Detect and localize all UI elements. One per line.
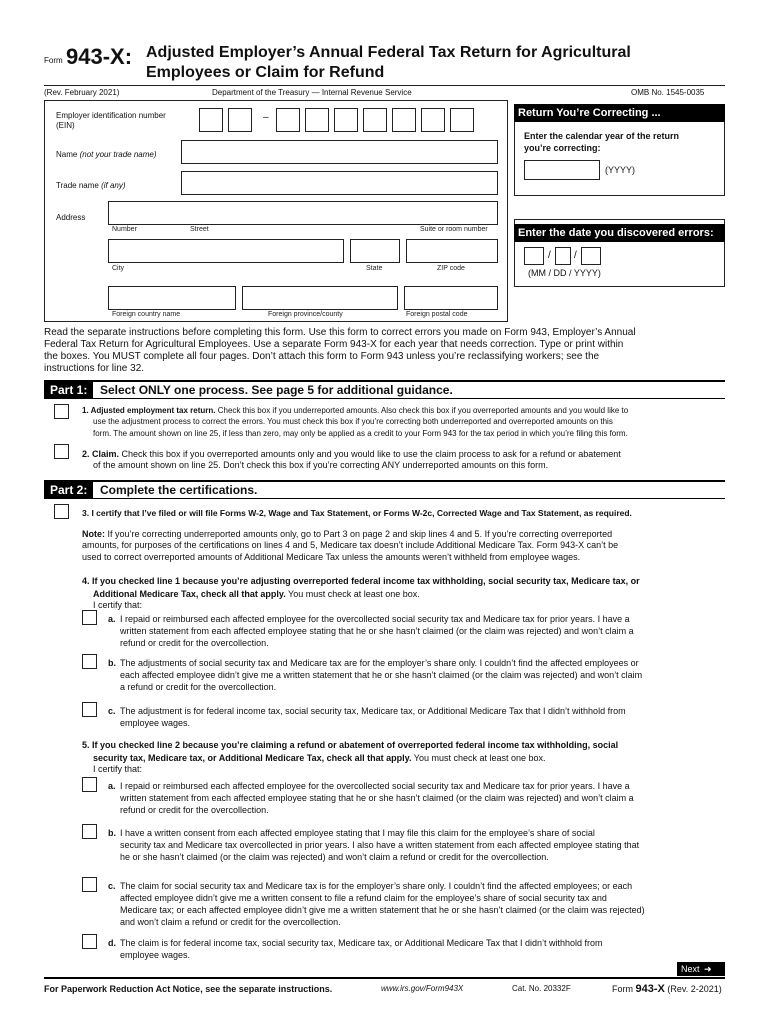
note-line3: used to correct overreported amounts of Additional Medicare Tax unless the amounts weren’t withheld from employee wages. [82,552,581,562]
line5a-checkbox[interactable] [82,777,97,792]
line4a-checkbox[interactable] [82,610,97,625]
return-correcting-header: Return You’re Correcting ... [514,104,725,122]
part1-title: Select ONLY one process. See page 5 for additional guidance. [100,383,453,397]
line5d-checkbox[interactable] [82,934,97,949]
suite-caption: Suite or room number [420,226,488,233]
line4a-text-3: refund or credit for the overcollection. [120,638,269,648]
header-divider [44,85,725,86]
line5a-letter: a. [108,781,116,791]
ein-dash: – [263,112,269,123]
line5b-text-2: security tax and Medicare tax overcollected in prior years. I also have a written statement from each affected employee stating that [120,840,640,850]
line2-text-2: of the amount shown on line 25. Don’t check this box if you’re correcting ANY underreported amounts on this form. [93,460,549,470]
line4a-text-2: written statement from each affected employee stating that he or she hasn’t claimed (or the claim was rejected) and won’t claim a [120,626,634,636]
line4c-text-1: The adjustment is for federal income tax, social security tax, Medicare tax, or Additional Medicare Tax that I didn’t withhold from [120,706,626,716]
line5b-text-3: he or she hasn’t claimed (or the claim was rejected) and won’t claim a refund or credit for the overcollection. [120,852,549,862]
discovered-day-input[interactable] [555,247,571,265]
note-line1: Note: If you’re correcting underreported amounts only, go to Part 3 on page 2 and skip lines 4 and 5. If you’re correcting overreported [82,529,613,539]
part1-header [44,380,725,399]
state-caption: State [366,265,383,272]
line4c-checkbox[interactable] [82,702,97,717]
year-input[interactable] [524,160,600,180]
intro-line4: instructions for line 32. [44,363,145,374]
line4-heading-2: Additional Medicare Tax, check all that apply. You must check at least one box. [93,589,420,599]
revision-date: (Rev. February 2021) [44,88,120,97]
foreign-postal-input[interactable] [404,286,498,310]
part2-header [44,480,725,499]
line3-text: 3. I certify that I’ve filed or will file Forms W-2, Wage and Tax Statement, or Forms W-2c, Corrected Wage and Tax Statement, as required. [82,508,632,518]
line5-heading-2: security tax, Medicare tax, or Additional Medicare Tax, check all that apply. You must check at least one box. [93,753,546,763]
discovered-month-input[interactable] [524,247,544,265]
ein-digit-4[interactable] [305,108,329,132]
line4b-letter: b. [108,658,116,668]
line4b-text-3: a refund or credit for the overcollection. [120,682,277,692]
ein-digit-5[interactable] [334,108,358,132]
foreign-province-input[interactable] [242,286,398,310]
line5c-letter: c. [108,881,116,891]
catalog-number: Cat. No. 20332F [512,984,571,993]
city-input[interactable] [108,239,344,263]
line4a-letter: a. [108,614,116,624]
name-input[interactable] [181,140,498,164]
ein-label-abbr: (EIN) [56,121,75,130]
line5d-text-2: employee wages. [120,950,191,960]
year-prompt-line2: you’re correcting: [524,143,601,153]
line4a-text-1: I repaid or reimbursed each affected employee for the overcollected social security tax and Medicare tax for prior years. I have a [120,614,630,624]
intro-line2: Federal Tax Return for Agricultural Employees. Use a separate Form 943-X for each year that needs correction. Type or print within [44,339,624,350]
line5-certify: I certify that: [93,764,143,774]
line4b-text-2: each affected employee didn’t give me a written statement that he or she hasn’t claimed (or the claim was rejected) and won’t claim [120,670,643,680]
zip-input[interactable] [406,239,498,263]
ein-digit-7[interactable] [392,108,416,132]
foreign-postal-caption: Foreign postal code [406,311,468,318]
line5c-text-4: and won’t claim a refund or credit for the overcollection. [120,917,341,927]
part2-title: Complete the certifications. [100,483,258,497]
line5d-letter: d. [108,938,116,948]
date-slash-2: / [574,250,577,261]
line5b-checkbox[interactable] [82,824,97,839]
state-input[interactable] [350,239,400,263]
name-label: Name (not your trade name) [56,150,157,159]
discovered-year-input[interactable] [581,247,601,265]
line3-checkbox[interactable] [54,504,69,519]
zip-caption: ZIP code [437,265,465,272]
intro-line3: the boxes. You MUST complete all four pages. Don’t attach this form to Form 943 unless you’re reclassifying workers; see the [44,351,600,362]
trade-name-input[interactable] [181,171,498,195]
line5a-text-3: refund or credit for the overcollection. [120,805,269,815]
line4-certify: I certify that: [93,600,143,610]
form-title-line2: Employees or Claim for Refund [146,64,385,81]
irs-url: www.irs.gov/Form943X [381,984,464,993]
part1-label: Part 1: [44,382,93,398]
omb-number: OMB No. 1545-0035 [631,88,705,97]
next-page-button[interactable] [677,962,725,976]
line4c-text-2: employee wages. [120,718,191,728]
footer-divider [44,977,725,979]
ein-digit-2[interactable] [228,108,252,132]
line5c-text-1: The claim for social security tax and Medicare tax is for the employer’s share only. I couldn’t find the affected employees; or each [120,881,633,891]
number-caption: Number [112,226,137,233]
discovered-date-header: Enter the date you discovered errors: [514,224,725,242]
line1-text: 1. Adjusted employment tax return. Check this box if you underreported amounts. Also check this box if you overreported amounts and you would like to [82,406,629,415]
street-caption: Street [190,226,209,233]
ein-digit-8[interactable] [421,108,445,132]
ein-digit-1[interactable] [199,108,223,132]
line2-checkbox[interactable] [54,444,69,459]
department: Department of the Treasury — Internal Revenue Service [212,88,412,97]
line1-text-3: form. The amount shown on line 25, if less than zero, may only be applied as a credit to your Form 943 for the tax period in which you’re filing this form. [93,429,628,438]
line5b-letter: b. [108,828,116,838]
address-label: Address [56,213,86,222]
footer-form-id: Form 943-X (Rev. 2-2021) [612,983,722,995]
form-title-line1: Adjusted Employer’s Annual Federal Tax Return for Agricultural [146,44,631,61]
line5d-text-1: The claim is for federal income tax, social security tax, Medicare tax, or Additional Medicare Tax that I didn’t withhold from [120,938,603,948]
line4c-letter: c. [108,706,116,716]
street-address-input[interactable] [108,201,498,225]
note-line2: amounts, for purposes of the certifications on lines 4 and 5, Medicare tax doesn’t include Additional Medicare Tax. Form 943-X can’t be [82,540,619,550]
line1-checkbox[interactable] [54,404,69,419]
date-slash-1: / [548,250,551,261]
foreign-country-caption: Foreign country name [112,311,181,318]
line4b-checkbox[interactable] [82,654,97,669]
year-hint: (YYYY) [605,165,636,175]
city-caption: City [112,265,125,272]
line2-text: 2. Claim. Check this box if you overreported amounts only and you would like to use the claim process to ask for a refund or abatement [82,449,621,459]
part2-label: Part 2: [44,482,93,498]
line5c-checkbox[interactable] [82,877,97,892]
form-word: Form [44,56,63,65]
ein-digit-6[interactable] [363,108,387,132]
paperwork-notice: For Paperwork Reduction Act Notice, see the separate instructions. [44,984,333,994]
foreign-country-input[interactable] [108,286,236,310]
line4-heading: 4. If you checked line 1 because you’re adjusting overreported federal income tax withholding, social security tax, Medicare tax, or [82,576,640,586]
ein-label: Employer identification number [56,111,166,120]
date-format-hint: (MM / DD / YYYY) [528,268,601,278]
line5a-text-2: written statement from each affected employee stating that he or she hasn’t claimed (or the claim was rejected) and won’t claim a [120,793,634,803]
line5a-text-1: I repaid or reimbursed each affected employee for the overcollected social security tax and Medicare tax for prior years. I have a [120,781,630,791]
year-prompt-line1: Enter the calendar year of the return [524,131,680,141]
intro-line1: Read the separate instructions before completing this form. Use this form to correct errors you made on Form 943, Employer’s Annual [44,327,636,338]
line1-text-2: use the adjustment process to correct the errors. You must check this box if you’re correcting both underreported and overreported amounts on this [93,417,613,426]
line5c-text-2: affected employee didn’t give me a written consent to file a refund claim for the employee’s share of social security tax and [120,893,607,903]
line5b-text-1: I have a written consent from each affected employee stating that I may file this claim for the employee’s share of social [120,828,595,838]
foreign-province-caption: Foreign province/county [268,311,343,318]
line5-heading: 5. If you checked line 2 because you’re claiming a refund or abatement of overreported federal income tax withholding, social [82,740,619,750]
ein-digit-3[interactable] [276,108,300,132]
trade-name-label: Trade name (if any) [56,181,126,190]
line4b-text-1: The adjustments of social security tax and Medicare tax are for the employer’s share only. I couldn’t find the affected employees or [120,658,639,668]
form-number: 943-X: [66,44,133,69]
next-label: Next [681,964,700,974]
line5c-text-3: Medicare tax; or each affected employee didn’t give me a written statement that he or she hasn’t claimed (or the claim was rejected) [120,905,645,915]
ein-digit-9[interactable] [450,108,474,132]
right-arrow-icon: ➜ [704,964,712,974]
